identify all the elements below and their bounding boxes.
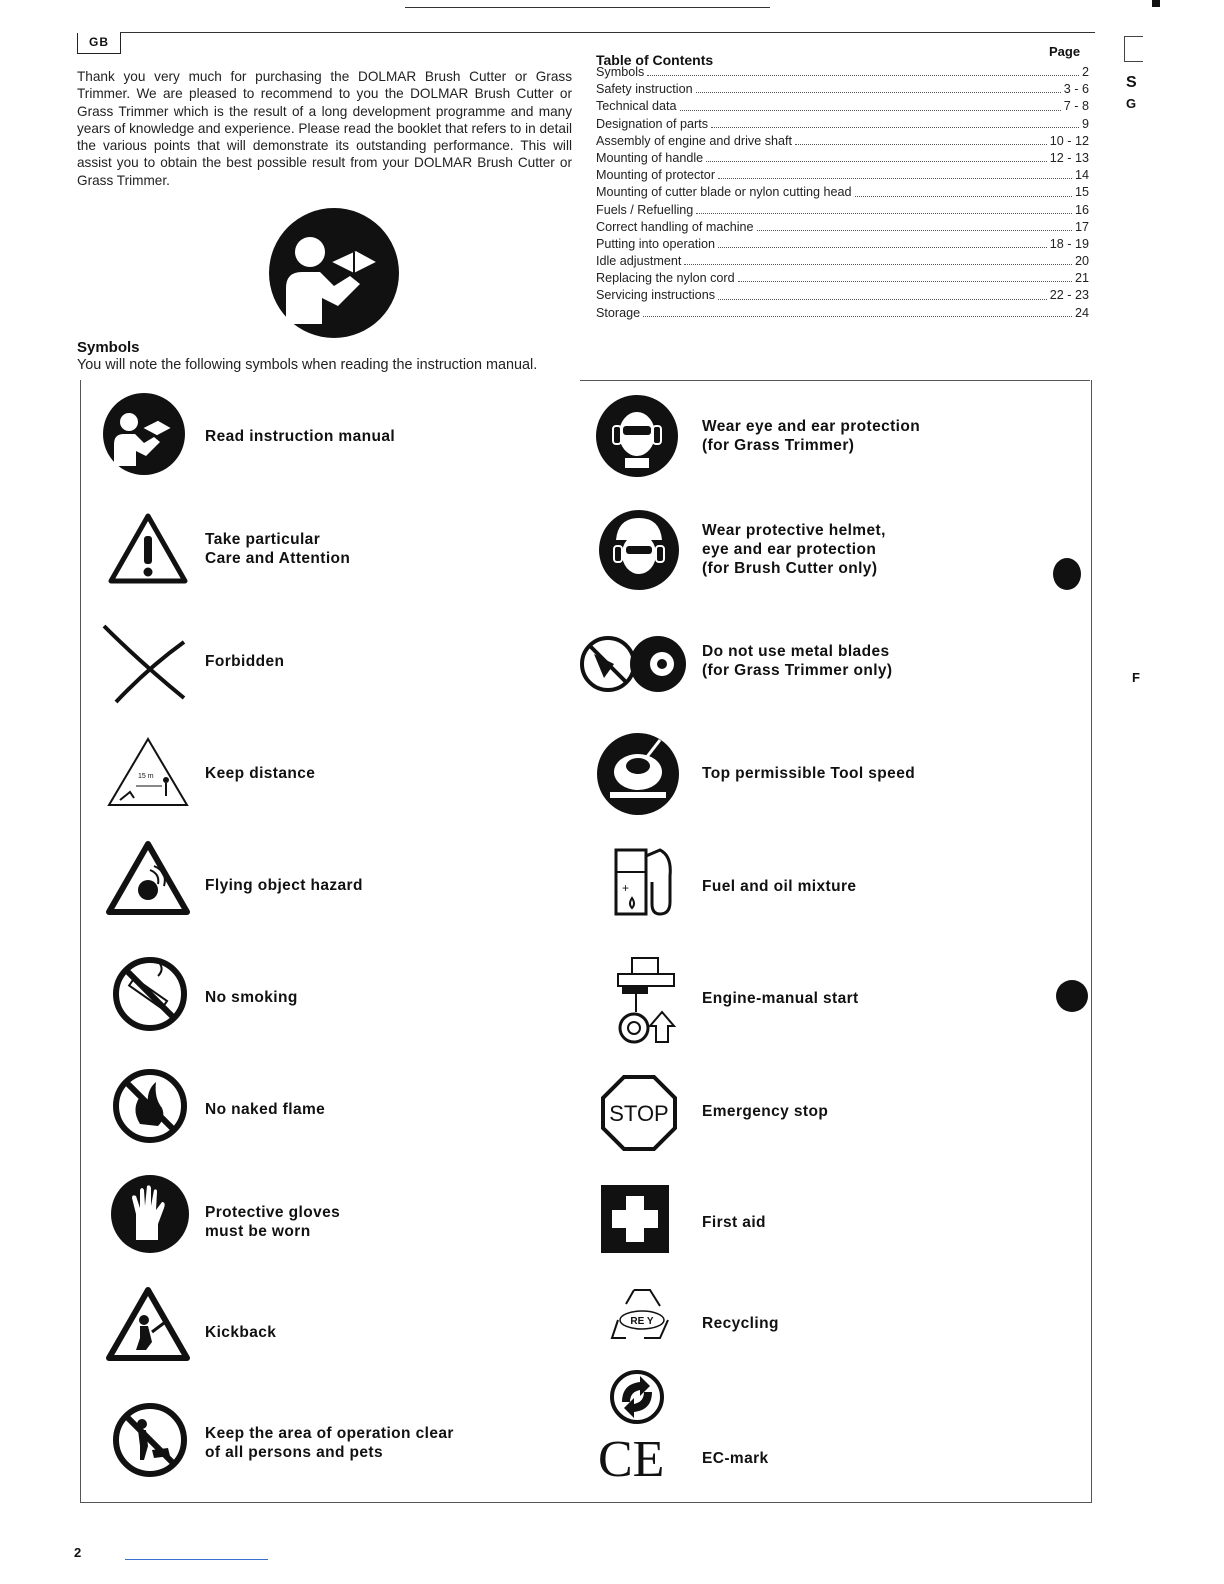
table-of-contents bbox=[596, 64, 1089, 322]
symbol-label: Fuel and oil mixture bbox=[702, 878, 857, 895]
flying-object-icon bbox=[106, 840, 190, 916]
toc-entry[interactable]: Assembly of engine and drive shaft 10 - 12 bbox=[596, 133, 1089, 148]
manual-start-icon bbox=[610, 956, 682, 1048]
toc-entry[interactable]: Mounting of cutter blade or nylon cutting head 15 bbox=[596, 185, 1089, 200]
toc-entry[interactable]: Replacing the nylon cord 21 bbox=[596, 271, 1089, 286]
symbol-label: Protective gloves must be worn bbox=[205, 1204, 341, 1240]
stop-sign-icon bbox=[600, 1074, 678, 1152]
kickback-icon bbox=[106, 1286, 190, 1362]
symbol-label: EC-mark bbox=[702, 1450, 769, 1467]
symbol-label: Engine-manual start bbox=[702, 990, 859, 1007]
svg-text:+: + bbox=[622, 881, 630, 895]
toc-entry[interactable]: Mounting of handle 12 - 13 bbox=[596, 150, 1089, 165]
svg-text:15 m: 15 m bbox=[138, 773, 154, 780]
no-metal-blades-icon bbox=[580, 634, 690, 694]
ec-mark-text: CE bbox=[598, 1431, 665, 1484]
next-page-edge-letter: F bbox=[1132, 670, 1140, 685]
forbidden-icon bbox=[100, 622, 188, 704]
caution-icon bbox=[108, 512, 188, 584]
symbols-heading: Symbols bbox=[77, 339, 140, 356]
green-dot-icon bbox=[610, 1370, 664, 1424]
eye-ear-protection-icon bbox=[595, 394, 679, 478]
toc-entry[interactable]: Storage 24 bbox=[596, 305, 1089, 320]
toc-entry[interactable]: Symbols 2 bbox=[596, 65, 1089, 79]
next-page-edge-letter: G bbox=[1126, 96, 1137, 111]
symbol-label: Keep distance bbox=[205, 765, 316, 782]
gloves-icon bbox=[110, 1174, 190, 1254]
tool-speed-icon bbox=[596, 732, 680, 816]
recycling-text: RE Y bbox=[630, 1316, 654, 1327]
toc-entry[interactable]: Correct handling of machine 17 bbox=[596, 219, 1089, 234]
symbol-label: No naked flame bbox=[205, 1101, 326, 1118]
no-flame-icon bbox=[112, 1068, 188, 1144]
top-rule bbox=[405, 7, 770, 8]
toc-entry[interactable]: Technical data 7 - 8 bbox=[596, 99, 1089, 114]
symbol-label: Read instruction manual bbox=[205, 428, 396, 445]
page-number: 2 bbox=[74, 1545, 82, 1560]
keep-distance-icon bbox=[106, 736, 190, 808]
symbol-label: First aid bbox=[702, 1214, 766, 1231]
toc-entry[interactable]: Designation of parts 9 bbox=[596, 116, 1089, 131]
toc-entry[interactable]: Idle adjustment 20 bbox=[596, 254, 1089, 269]
bottom-rule bbox=[125, 1559, 268, 1560]
no-smoking-icon bbox=[112, 956, 188, 1032]
symbol-label: Wear protective helmet, eye and ear protection (for Brush Cutter only) bbox=[702, 522, 886, 577]
symbol-label: Do not use metal blades (for Grass Trimmer only) bbox=[702, 643, 893, 679]
language-tab: GB bbox=[77, 33, 121, 54]
intro-paragraph: Thank you very much for purchasing the DOLMAR Brush Cutter or Grass Trimmer. We are pleased to recommend to you the DOLMAR Brush Cutter or Grass Trimmer which is the result of a long development programme and many years of knowledge and experience. Please read the booklet that refers to in detail the various points that will demonstrate its outstanding performance. This will assist you to obtain the best possible result from your DOLMAR Brush Cutter or Grass Trimmer. bbox=[77, 69, 572, 188]
toc-title: Table of Contents bbox=[596, 52, 714, 68]
recycling-icon bbox=[604, 1286, 680, 1352]
symbol-label: Keep the area of operation clear of all persons and pets bbox=[205, 1425, 454, 1461]
read-manual-large-icon bbox=[268, 206, 400, 340]
punch-hole bbox=[1053, 558, 1081, 590]
read-manual-icon bbox=[102, 392, 186, 476]
header-rule bbox=[120, 32, 1095, 33]
first-aid-icon bbox=[600, 1184, 670, 1254]
fuel-pump-icon bbox=[612, 846, 688, 918]
toc-entry[interactable]: Putting into operation 18 - 19 bbox=[596, 236, 1089, 251]
symbol-label: Emergency stop bbox=[702, 1103, 829, 1120]
next-page-edge-letter: S bbox=[1126, 74, 1137, 91]
symbol-label: Take particular Care and Attention bbox=[205, 531, 351, 567]
symbol-label: Wear eye and ear protection (for Grass Trimmer) bbox=[702, 418, 921, 454]
edge-mark bbox=[1152, 0, 1160, 7]
stop-sign-text: STOP bbox=[609, 1101, 669, 1126]
symbol-label: Recycling bbox=[702, 1315, 779, 1332]
toc-entry[interactable]: Safety instruction 3 - 6 bbox=[596, 82, 1089, 97]
symbols-intro: You will note the following symbols when reading the instruction manual. bbox=[77, 357, 538, 373]
symbol-label: Top permissible Tool speed bbox=[702, 765, 916, 782]
toc-entry[interactable]: Mounting of protector 14 bbox=[596, 168, 1089, 183]
helmet-icon bbox=[598, 508, 680, 592]
symbol-label: Forbidden bbox=[205, 653, 285, 670]
toc-entry[interactable]: Fuels / Refuelling 16 bbox=[596, 202, 1089, 217]
punch-hole bbox=[1056, 980, 1088, 1012]
symbol-label: Kickback bbox=[205, 1324, 277, 1341]
symbol-label: No smoking bbox=[205, 989, 298, 1006]
next-page-tab bbox=[1124, 36, 1143, 62]
keep-clear-icon bbox=[112, 1402, 188, 1478]
ec-mark-icon bbox=[598, 1428, 674, 1484]
toc-page-header: Page bbox=[1049, 44, 1081, 59]
symbol-label: Flying object hazard bbox=[205, 877, 363, 894]
symbols-frame-top bbox=[580, 380, 1090, 381]
toc-entry[interactable]: Servicing instructions 22 - 23 bbox=[596, 288, 1089, 303]
